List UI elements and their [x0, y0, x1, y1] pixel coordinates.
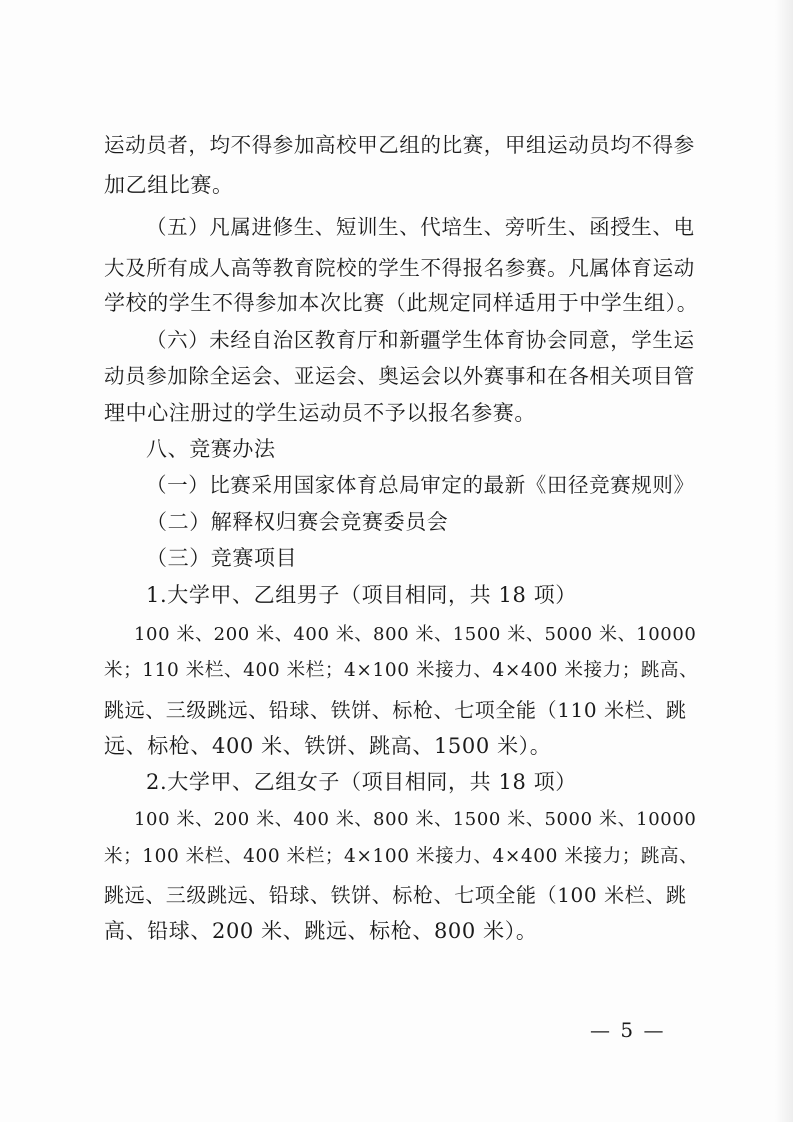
text-line: （六）未经自治区教育厅和新疆学生体育协会同意，学生运 — [146, 328, 695, 352]
text-line: 100 米、200 米、400 米、800 米、1500 米、5000 米、10000 — [134, 809, 697, 830]
text-line: 加乙组比赛。 — [104, 173, 234, 197]
text-line: 跳远、三级跳远、铅球、铁饼、标枪、七项全能（100 米栏、跳 — [104, 883, 687, 907]
text-line: 100 米、200 米、400 米、800 米、1500 米、5000 米、10000 — [134, 624, 697, 645]
text-line: 大及所有成人高等教育院校的学生不得报名参赛。凡属体育运动 — [104, 256, 695, 280]
text-line: 米；110 米栏、400 米栏；4×100 米接力、4×400 米接力；跳高、 — [104, 660, 699, 681]
text-line: 学校的学生不得参加本次比赛（此规定同样适用于中学生组）。 — [104, 291, 699, 315]
text-line: 远、标枪、400 米、铁饼、跳高、1500 米）。 — [104, 734, 552, 758]
text-line: 高、铅球、200 米、跳远、标枪、800 米）。 — [104, 919, 538, 943]
section-heading: 八、竞赛办法 — [146, 437, 276, 461]
scan-shadow — [775, 0, 793, 1122]
text-line: （五）凡属进修生、短训生、代培生、旁听生、函授生、电 — [146, 215, 695, 239]
text-line: （一）比赛采用国家体育总局审定的最新《田径竞赛规则》 — [146, 473, 695, 497]
text-line: （二）解释权归赛会竞赛委员会 — [146, 510, 449, 534]
text-line: 运动员者，均不得参加高校甲乙组的比赛，甲组运动员均不得参 — [104, 133, 695, 157]
page-number: — 5 — — [590, 1018, 666, 1042]
text-line: 米；100 米栏、400 米栏；4×100 米接力、4×400 米接力；跳高、 — [104, 846, 699, 867]
text-line: （三）竞赛项目 — [146, 546, 298, 570]
text-line: 理中心注册过的学生运动员不予以报名参赛。 — [104, 401, 536, 425]
text-line: 1.大学甲、乙组男子（项目相同，共 18 项） — [146, 583, 577, 607]
text-line: 动员参加除全运会、亚运会、奥运会以外赛事和在各相关项目管 — [104, 364, 695, 388]
text-line: 跳远、三级跳远、铅球、铁饼、标枪、七项全能（110 米栏、跳 — [104, 698, 687, 722]
text-line: 2.大学甲、乙组女子（项目相同，共 18 项） — [146, 770, 577, 794]
